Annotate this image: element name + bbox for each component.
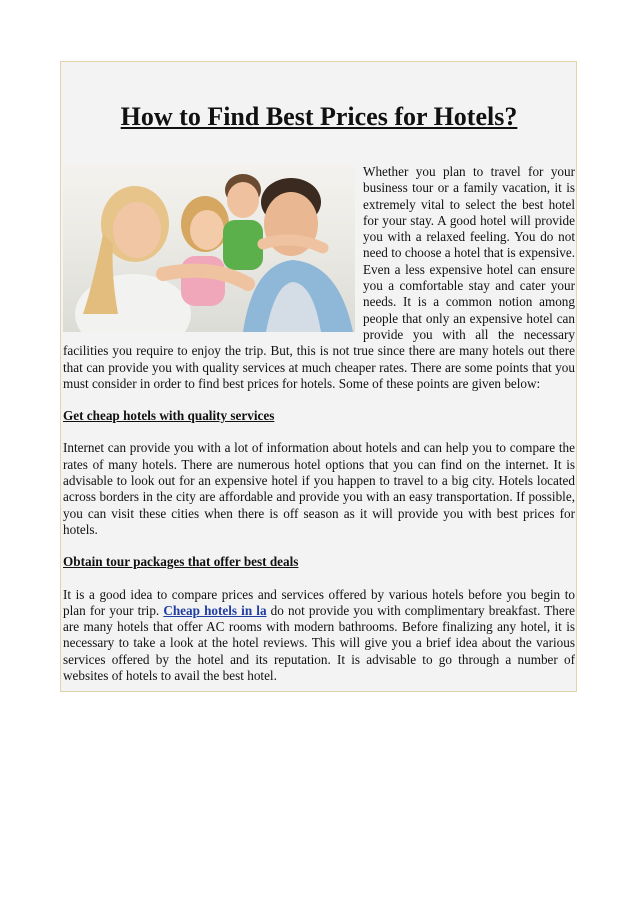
page-title: How to Find Best Prices for Hotels? — [120, 102, 518, 131]
intro-section — [63, 164, 575, 392]
section-heading-cheap-hotels: Get cheap hotels with quality services — [63, 408, 275, 424]
family-photo-icon — [63, 164, 355, 332]
document-content — [63, 62, 575, 684]
body-text-after-link: do not provide you with complimentary breakfast. There are many hotels that offer AC rooms with modern bathrooms. Before finalizing any hotel, it is necessary to take a look at the hotel reviews. This will give you a brief idea about the various services offered by the hotel and its reputation. It is advisable to go through a number of websites of hotels to avail the best hotel. — [63, 602, 575, 684]
section-body-cheap-hotels: Internet can provide you with a lot of information about hotels and can help you to compare the rates of many hotels. There are numerous hotel options that you can find on the internet. It is advisable to look out for an expensive hotel if you happen to travel to a big city. Hotels located across borders in the city are affordable and provide you with an easy transportation. If possible, you can visit these cities when there is off season as it will provide you with best prices for hotels. — [63, 440, 575, 537]
cheap-hotels-in-la-link[interactable]: Cheap hotels in la — [163, 602, 267, 618]
section-body-tour-packages — [63, 587, 575, 685]
body-text-before-link: It is a good idea to compare prices and services offered by various hotels before you begin to plan for your trip. — [63, 586, 575, 618]
intro-paragraph: Whether you plan to travel for your business tour or a family vacation, it is extremely vital to select the best hotel for your stay. A good hotel will provide you with a relaxed feeling. You do not need to choose a hotel that is expensive. Even a less expensive hotel can ensure you a comfortable stay and cater your needs. It is a common notion among people that only an expensive hotel can provide you with all the necessary facilities you require to enjoy the trip. But, this is not true since there are many hotels out there that can provide you with quality services at much cheaper rates. There are some points that you must consider in order to find best prices for hotels. Some of these points are given below: — [63, 164, 575, 391]
section-heading-tour-packages: Obtain tour packages that offer best deals — [63, 554, 299, 570]
family-photo-illustration — [63, 164, 355, 332]
